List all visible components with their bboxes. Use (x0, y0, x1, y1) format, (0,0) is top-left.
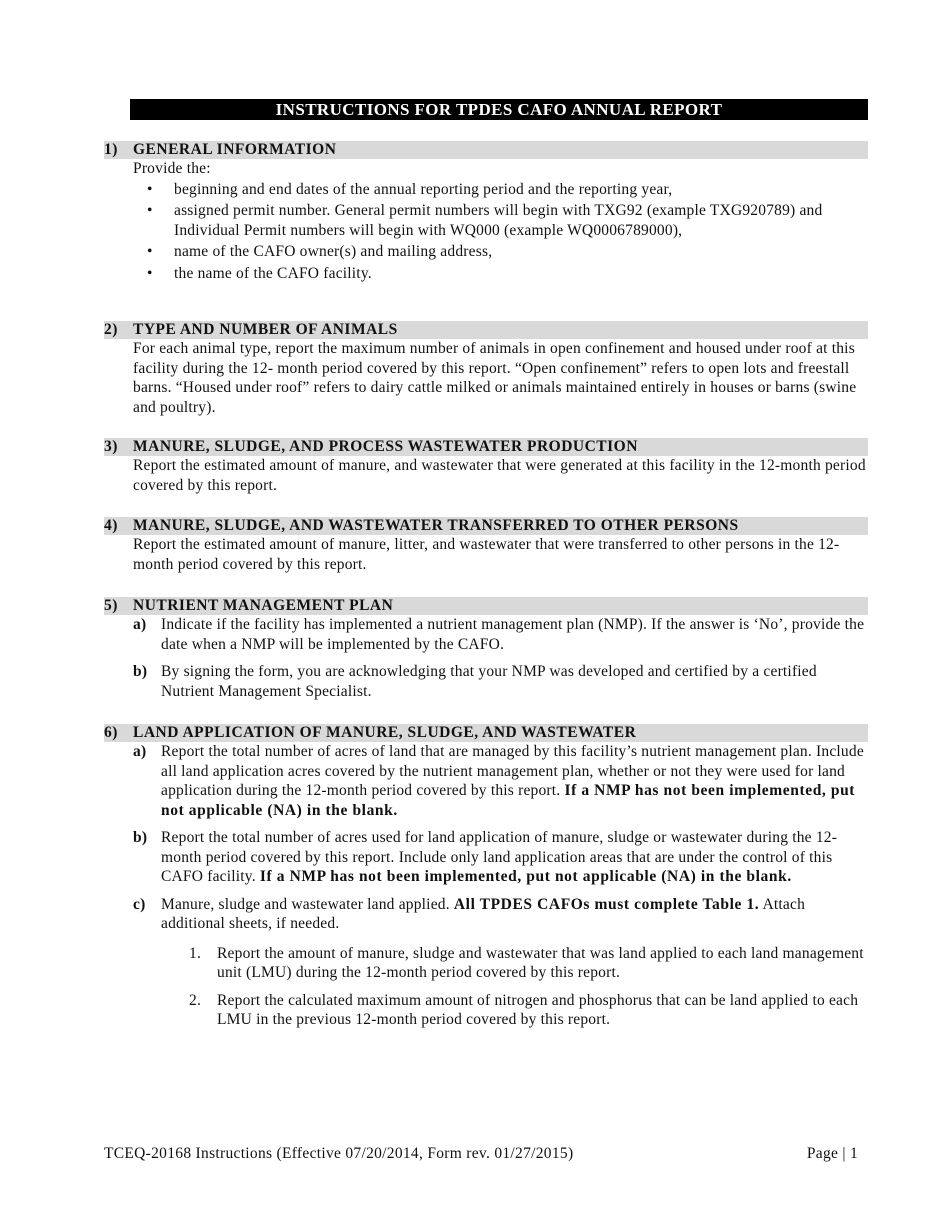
list-item (133, 895, 868, 934)
section-number: 6) (104, 724, 118, 741)
page-title: INSTRUCTIONS FOR TPDES CAFO ANNUAL REPORT (130, 99, 868, 120)
item-label: b) (133, 663, 148, 680)
section-header (104, 438, 868, 456)
section-number: 4) (104, 517, 118, 534)
section-text: Report the estimated amount of manure, and wastewater that were generated at this facility in the 12-month period covered by this report. (133, 457, 866, 494)
page-number: Page | 1 (806, 1145, 858, 1162)
list-item: • assigned permit number. General permit numbers will begin with TXG92 (example TXG920789) and Individual Permit numbers will begin with WQ000 (example WQ0006789000), (147, 202, 823, 239)
section-header (104, 321, 868, 339)
item-text: Report the total number of acres of land that are managed by this facility’s nutrient management plan. Include all land application acres covered by the nutrient management plan, whether or not they were used for land application during the 12-month period covered by this report. (161, 743, 864, 799)
item-label: b) (133, 829, 148, 846)
section-intro: Provide the: (133, 160, 211, 177)
section-number: 5) (104, 597, 118, 614)
item-text: Report the total number of acres used for land application of manure, sludge or wastewater during the 12-month period covered by this report. Include only land application areas that are under the control of this CAFO facility. (161, 829, 838, 885)
form-reference: TCEQ-20168 Instructions (Effective 07/20/2014, Form rev. 01/27/2015) (104, 1145, 574, 1162)
item-text: Manure, sludge and wastewater land applied. (161, 895, 454, 913)
numbered-text: Report the amount of manure, sludge and wastewater that was land applied to each land management unit (LMU) during the 12-month period covered by this report. (217, 944, 864, 981)
section-title: MANURE, SLUDGE, AND WASTEWATER TRANSFERRED TO OTHER PERSONS (133, 517, 739, 534)
section-text: Report the estimated amount of manure, litter, and wastewater that were transferred to other persons in the 12-month period covered by this report. (133, 536, 840, 573)
section-number: 3) (104, 438, 118, 455)
list-item (133, 742, 868, 820)
list-item: • the name of the CAFO facility. (147, 264, 372, 282)
list-item: • beginning and end dates of the annual reporting period and the reporting year, (147, 180, 673, 198)
item-text: By signing the form, you are acknowledging that your NMP was developed and certified by a certified Nutrient Management Specialist. (161, 663, 817, 700)
section-text: For each animal type, report the maximum number of animals in open confinement and housed under roof at this facility during the 12- month period covered by this report. “Open confinement” refers to open lots and freestall barns. “Housed under roof” refers to dairy cattle milked or animals maintained entirely in houses or barns (swine and poultry). (133, 340, 857, 416)
section-nutrient-management-plan (104, 597, 868, 709)
item-label: c) (133, 895, 146, 913)
list-item: • name of the CAFO owner(s) and mailing address, (147, 243, 493, 260)
item-label: a) (133, 616, 147, 633)
section-title: GENERAL INFORMATION (133, 141, 337, 158)
section-number: 1) (104, 141, 118, 158)
item-bold-text: All TPDES CAFOs must complete Table 1. (453, 895, 760, 913)
list-item (133, 662, 868, 701)
section-title: MANURE, SLUDGE, AND PROCESS WASTEWATER PRODUCTION (133, 438, 638, 455)
bullet-list (133, 180, 868, 284)
item-text-after: Attach additional sheets, if needed. (161, 895, 806, 932)
section-number: 2) (104, 321, 118, 338)
section-type-and-number-of-animals (104, 321, 868, 417)
section-production (104, 438, 868, 495)
section-header (104, 724, 868, 742)
section-header (104, 141, 868, 159)
section-land-application (104, 724, 868, 1038)
section-transferred (104, 517, 868, 574)
list-item (133, 828, 868, 887)
item-text: Indicate if the facility has implemented a nutrient management plan (NMP). If the answer is ‘No’, provide the date when a NMP will be implemented by the CAFO. (161, 616, 865, 653)
item-label: a) (133, 743, 147, 760)
numbered-text: Report the calculated maximum amount of nitrogen and phosphorus that can be land applied to each LMU in the previous 12-month period covered by this report. (217, 991, 859, 1028)
list-item (133, 615, 868, 654)
item-bold-text: If a NMP has not been implemented, put not applicable (NA) in the blank. (161, 782, 856, 819)
section-title: NUTRIENT MANAGEMENT PLAN (133, 597, 394, 614)
numbered-label: 2. (189, 991, 202, 1009)
numbered-item (189, 944, 868, 983)
item-bold-text: If a NMP has not been implemented, put not applicable (NA) in the blank. (259, 868, 792, 885)
numbered-item (189, 991, 868, 1030)
section-general-information (104, 141, 868, 285)
section-header (104, 517, 868, 535)
numbered-label: 1. (189, 944, 202, 962)
section-header (104, 597, 868, 615)
section-title: LAND APPLICATION OF MANURE, SLUDGE, AND WASTEWATER (133, 724, 637, 741)
section-title: TYPE AND NUMBER OF ANIMALS (133, 321, 398, 338)
